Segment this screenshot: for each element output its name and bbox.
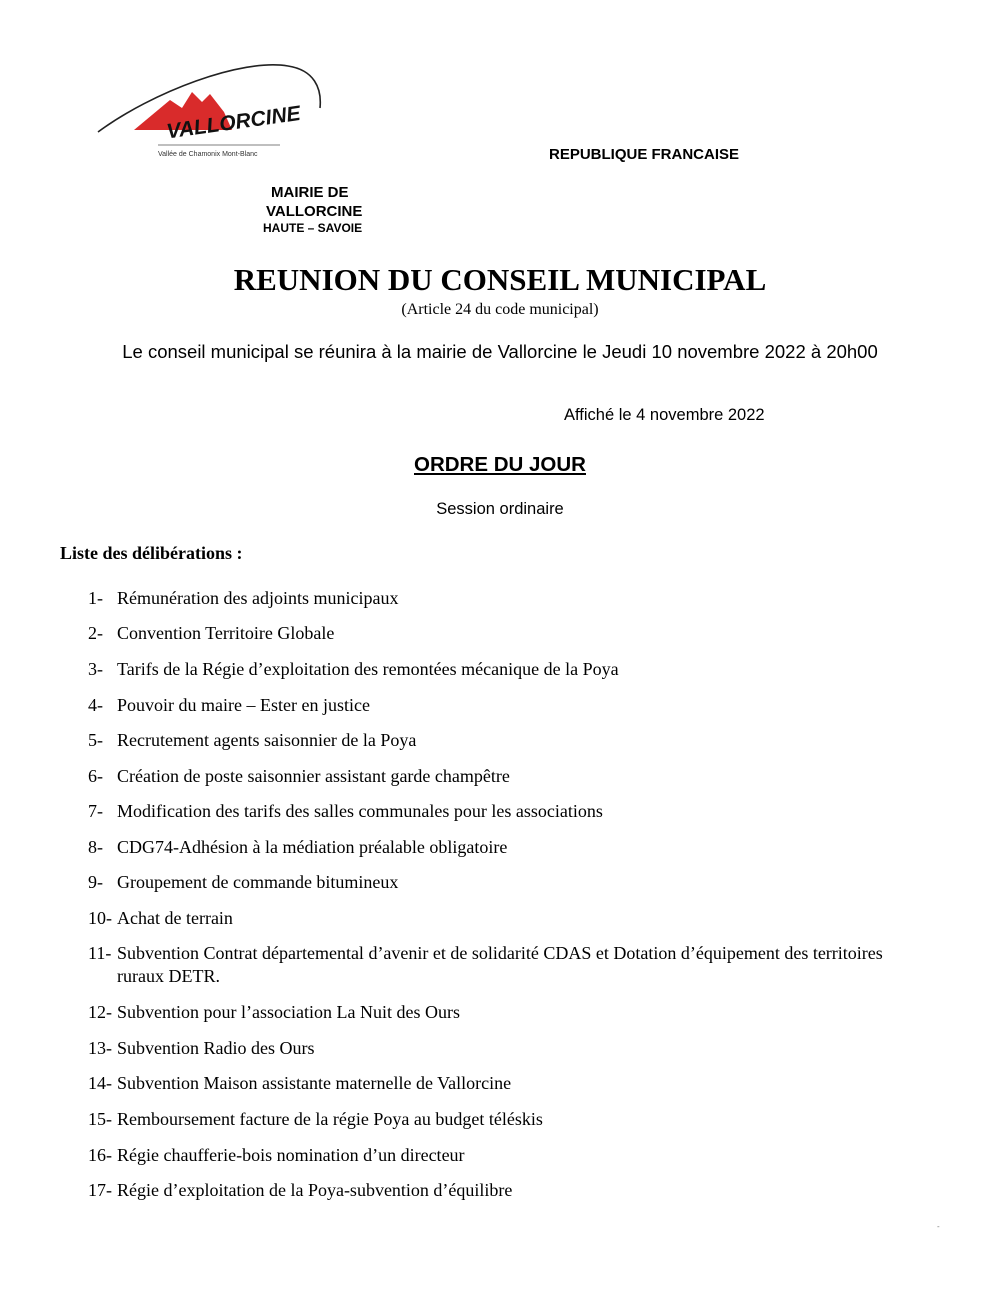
page-mark: -	[937, 1222, 940, 1231]
deliberation-number: 13-	[88, 1038, 112, 1058]
deliberation-text: CDG74-Adhésion à la médiation préalable obligatoire	[117, 837, 508, 857]
vallorcine-logo	[92, 52, 332, 164]
deliberation-number: 5-	[88, 730, 103, 750]
deliberation-item	[88, 800, 888, 823]
deliberation-item	[88, 587, 888, 610]
republique-francaise: REPUBLIQUE FRANCAISE	[549, 146, 740, 163]
mairie-line-2: VALLORCINE	[266, 203, 363, 220]
deliberation-text: Remboursement facture de la régie Poya au budget téléskis	[117, 1109, 543, 1129]
deliberation-text: Subvention Radio des Ours	[117, 1038, 315, 1058]
deliberation-text: Achat de terrain	[117, 908, 233, 928]
deliberation-number: 7-	[88, 801, 103, 821]
deliberation-number: 4-	[88, 695, 103, 715]
deliberation-item	[88, 836, 888, 859]
deliberation-number: 15-	[88, 1109, 112, 1129]
deliberation-text: Modification des tarifs des salles communales pour les associations	[117, 801, 603, 821]
deliberation-number: 16-	[88, 1145, 112, 1165]
deliberation-item	[88, 907, 888, 930]
deliberation-text: Régie chaufferie-bois nomination d’un directeur	[117, 1145, 465, 1165]
deliberation-number: 14-	[88, 1073, 112, 1093]
deliberation-number: 2-	[88, 623, 103, 643]
deliberation-text: Subvention Contrat départemental d’avenir et de solidarité CDAS et Dotation d’équipement des territoires ruraux DETR.	[117, 943, 883, 986]
deliberation-text: Subvention pour l’association La Nuit des Ours	[117, 1002, 460, 1022]
deliberation-text: Convention Territoire Globale	[117, 623, 335, 643]
deliberation-text: Tarifs de la Régie d’exploitation des remontées mécanique de la Poya	[117, 659, 619, 679]
session-type: Session ordinaire	[436, 500, 564, 518]
deliberation-number: 12-	[88, 1002, 112, 1022]
deliberation-item	[88, 622, 888, 645]
agenda-heading: ORDRE DU JOUR	[414, 453, 586, 476]
deliberation-item	[88, 658, 888, 681]
deliberation-number: 10-	[88, 908, 112, 928]
document-title: REUNION DU CONSEIL MUNICIPAL	[233, 262, 767, 297]
mairie-line-3: HAUTE – SAVOIE	[263, 221, 363, 235]
deliberation-item	[88, 765, 888, 788]
deliberation-text: Rémunération des adjoints municipaux	[117, 588, 399, 608]
deliberation-item	[88, 871, 888, 894]
deliberation-item	[88, 1001, 888, 1024]
deliberation-item	[88, 1179, 888, 1202]
deliberation-number: 9-	[88, 872, 103, 892]
deliberation-item	[88, 942, 888, 988]
deliberation-text: Création de poste saisonnier assistant garde champêtre	[117, 766, 510, 786]
mairie-line-1: MAIRIE DE	[271, 184, 349, 201]
deliberation-item	[88, 1072, 888, 1095]
logo-wordmark: VALLORCINE	[165, 101, 302, 144]
deliberation-text: Régie d’exploitation de la Poya-subvention d’équilibre	[117, 1180, 513, 1200]
deliberation-text: Groupement de commande bitumineux	[117, 872, 399, 892]
posted-date: Affiché le 4 novembre 2022	[564, 406, 765, 424]
deliberation-number: 11-	[88, 943, 112, 963]
deliberation-number: 6-	[88, 766, 103, 786]
deliberation-number: 8-	[88, 837, 103, 857]
deliberation-text: Pouvoir du maire – Ester en justice	[117, 695, 370, 715]
deliberation-item	[88, 729, 888, 752]
document-subtitle: (Article 24 du code municipal)	[401, 301, 599, 318]
deliberation-number: 17-	[88, 1180, 112, 1200]
deliberation-text: Subvention Maison assistante maternelle de Vallorcine	[117, 1073, 512, 1093]
logo-tagline: Vallée de Chamonix Mont-Blanc	[158, 151, 258, 158]
deliberation-item	[88, 1037, 888, 1060]
deliberation-number: 3-	[88, 659, 103, 679]
deliberation-item	[88, 694, 888, 717]
meeting-announcement: Le conseil municipal se réunira à la mairie de Vallorcine le Jeudi 10 novembre 2022 à 20h00	[122, 341, 878, 362]
deliberations-heading: Liste des délibérations :	[60, 543, 243, 563]
deliberation-item	[88, 1108, 888, 1131]
deliberation-number: 1-	[88, 588, 103, 608]
deliberation-text: Recrutement agents saisonnier de la Poya	[117, 730, 417, 750]
deliberation-item	[88, 1144, 888, 1167]
